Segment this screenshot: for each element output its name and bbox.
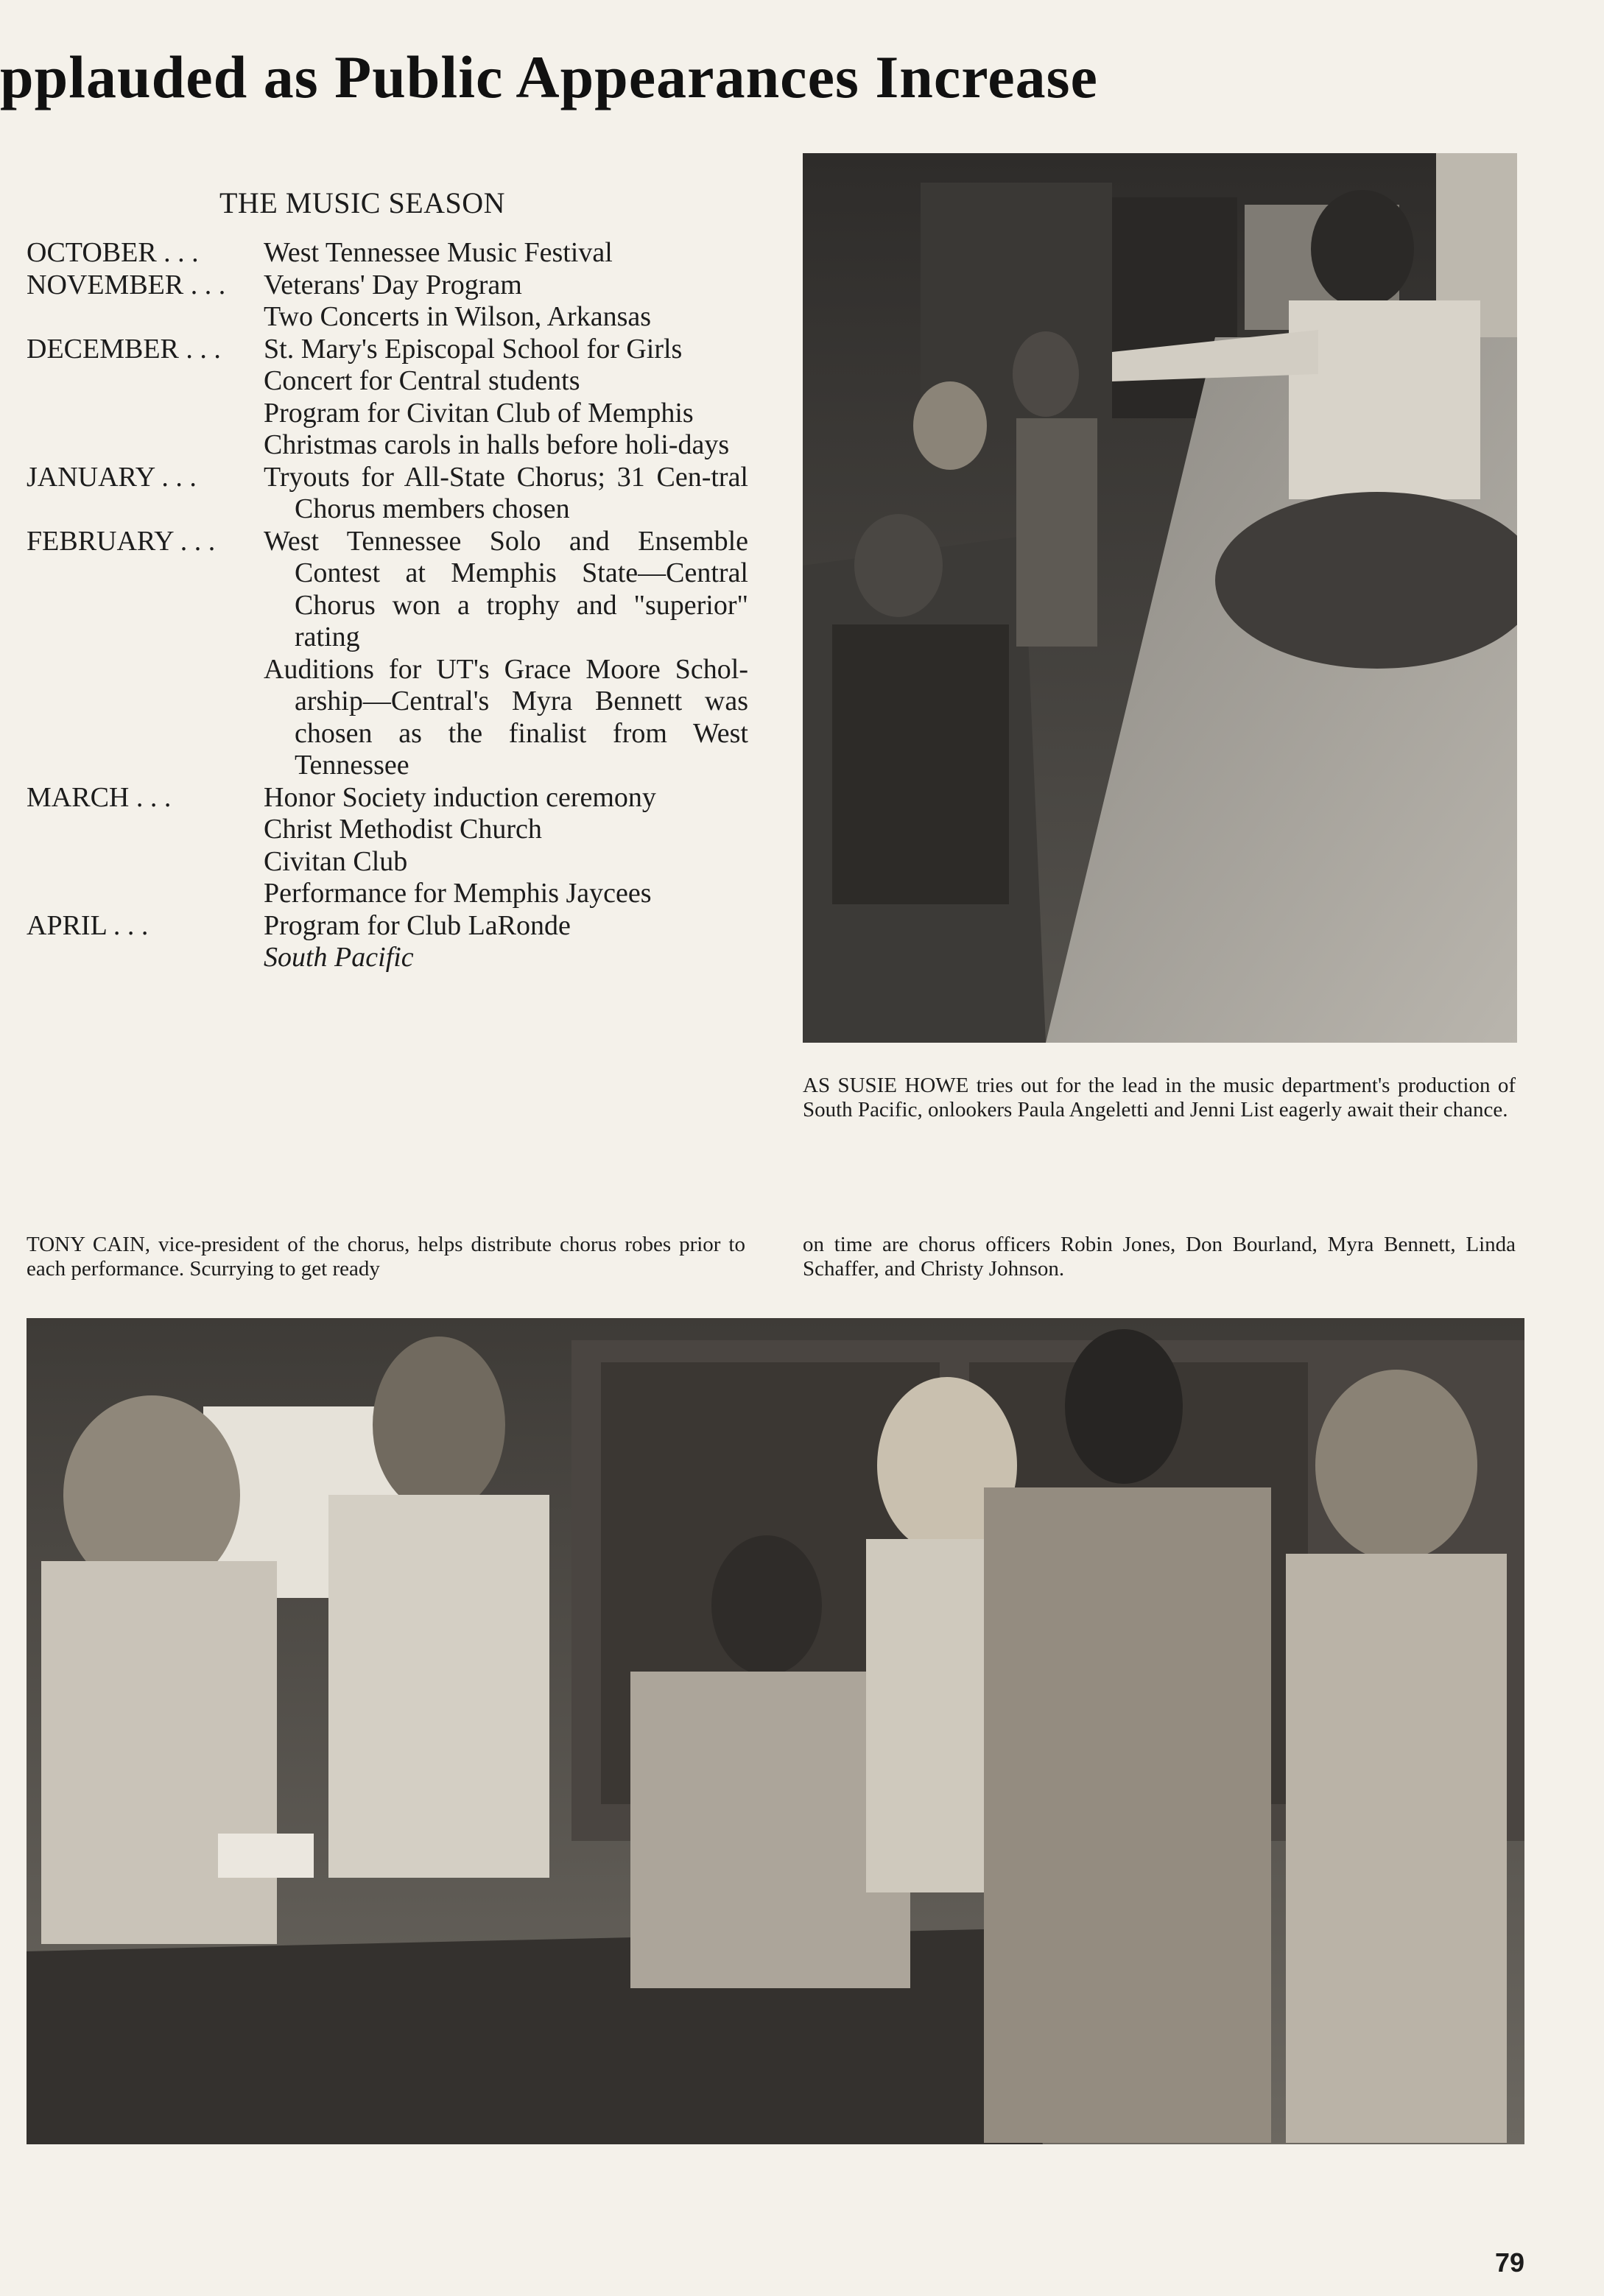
schedule-month-label: FEBRUARY . . .	[27, 525, 216, 557]
schedule-event: Christ Methodist Church	[264, 814, 542, 845]
schedule-event-list	[264, 270, 748, 334]
tryout-photo-illustration	[803, 153, 1517, 1043]
schedule-event: St. Mary's Episcopal School for Girls	[264, 333, 683, 365]
schedule-event: Christmas carols in halls before holi-days	[264, 429, 730, 460]
schedule-month-block	[27, 526, 748, 782]
schedule-month-block	[27, 270, 748, 334]
caption-susie-howe: AS SUSIE HOWE tries out for the lead in the music department's production of South Pacific, onlookers Paula Angeletti and Jenni List eagerly await their chance.	[803, 1074, 1516, 1121]
schedule-event: Veterans' Day Program	[264, 269, 522, 300]
schedule-event-list	[264, 910, 748, 974]
schedule-month-label: JANUARY . . .	[27, 461, 197, 493]
photo-susie-howe-tryout	[803, 153, 1517, 1043]
schedule-event-list	[264, 462, 748, 526]
page-headline: pplauded as Public Appearances Increase	[0, 43, 1098, 110]
schedule-event-list	[264, 237, 748, 270]
schedule-event-list	[264, 526, 748, 782]
schedule-event-list	[264, 334, 748, 462]
caption-tony-cain: TONY CAIN, vice-president of the chorus, helps distribute chorus robes prior to each performance. Scurrying to get ready	[27, 1233, 745, 1281]
schedule-event: Tryouts for All-State Chorus; 31 Cen-tral Chorus members chosen	[264, 461, 748, 524]
schedule-event: Two Concerts in Wilson, Arkansas	[264, 301, 652, 332]
music-season-title: THE MUSIC SEASON	[219, 186, 506, 219]
schedule-month-label: OCTOBER . . .	[27, 237, 199, 268]
schedule-event-list	[264, 782, 748, 910]
schedule-month-block	[27, 462, 748, 526]
schedule-month-block	[27, 334, 748, 462]
schedule-month-block	[27, 782, 748, 910]
schedule-month-label: MARCH . . .	[27, 781, 172, 813]
robes-photo-illustration	[27, 1318, 1524, 2144]
schedule-event: Program for Civitan Club of Memphis	[264, 397, 694, 429]
schedule-month-label: APRIL . . .	[27, 909, 149, 941]
caption-chorus-officers: on time are chorus officers Robin Jones, Don Bourland, Myra Bennett, Linda Schaffer, and Christy Johnson.	[803, 1233, 1516, 1281]
schedule-event: Civitan Club	[264, 845, 408, 877]
schedule-event: Program for Club LaRonde	[264, 909, 571, 941]
schedule-event: Honor Society induction ceremony	[264, 781, 656, 813]
schedule-event: Auditions for UT's Grace Moore Schol-arship—Central's Myra Bennett was chosen as the finalist from West Tennessee	[264, 653, 748, 781]
photo-chorus-robes	[27, 1318, 1524, 2144]
schedule-month-label: DECEMBER . . .	[27, 333, 221, 365]
music-season-schedule	[27, 237, 748, 974]
schedule-month-block	[27, 910, 748, 974]
schedule-event: West Tennessee Solo and Ensemble Contest at Memphis State—Central Chorus won a trophy and "superior" rating	[264, 525, 748, 652]
page-number: 79	[1495, 2247, 1525, 2278]
schedule-event: South Pacific	[264, 942, 414, 973]
schedule-month-label: NOVEMBER . . .	[27, 269, 226, 300]
schedule-event: West Tennessee Music Festival	[264, 237, 613, 268]
schedule-event: Performance for Memphis Jaycees	[264, 878, 652, 909]
schedule-month-block	[27, 237, 748, 270]
schedule-event: Concert for Central students	[264, 365, 580, 396]
